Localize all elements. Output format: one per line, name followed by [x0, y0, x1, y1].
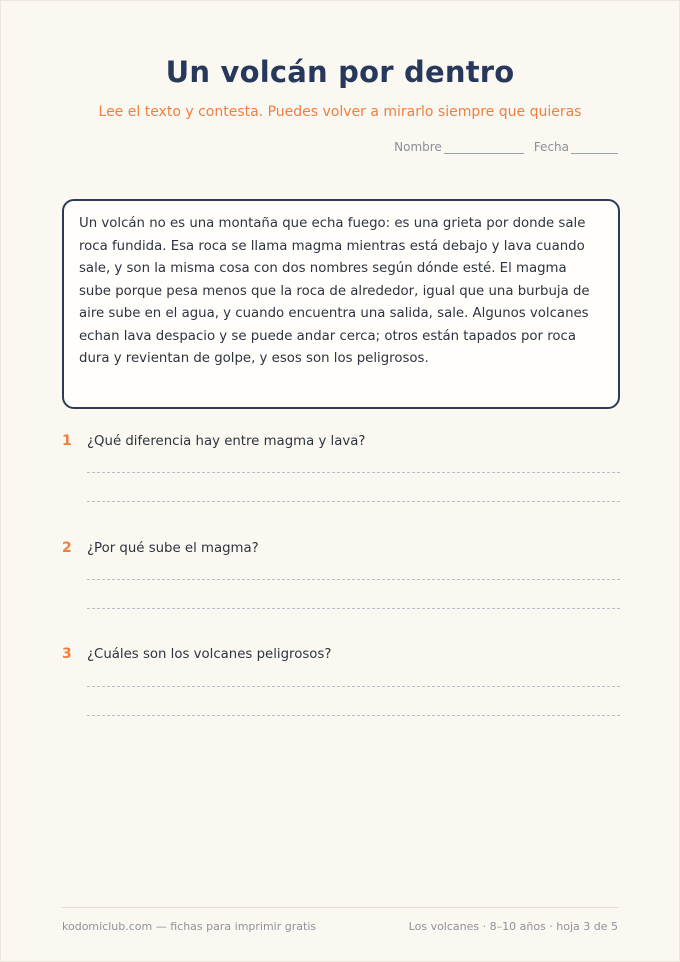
- question-number: 1: [62, 433, 72, 449]
- answer-line[interactable]: [87, 715, 620, 716]
- page-title: Un volcán por dentro: [165, 55, 515, 89]
- question-number: 3: [62, 646, 72, 662]
- date-label: Fecha: [533, 140, 569, 154]
- footer-divider: [62, 907, 618, 908]
- footer-site: kodomiclub.com — fichas para imprimir gratis: [62, 920, 317, 933]
- answer-line[interactable]: [87, 686, 620, 687]
- reading-box: [62, 199, 620, 409]
- name-label: Nombre: [394, 140, 442, 154]
- question-line: [62, 646, 620, 662]
- question-text: ¿Por qué sube el magma?: [87, 541, 259, 556]
- question-1: [62, 433, 620, 449]
- answer-line[interactable]: [87, 472, 620, 473]
- name-field: [394, 140, 524, 154]
- question-text: ¿Qué diferencia hay entre magma y lava?: [87, 434, 366, 449]
- answer-line[interactable]: [87, 608, 620, 609]
- question-3: [62, 646, 620, 662]
- question-line: [62, 433, 620, 449]
- date-blank: [571, 143, 618, 154]
- reading-text: Un volcán no es una montaña que echa fuego: es una grieta por donde sale roca fundida. Esa roca se llama magma mientras está debajo y lava cuando sale, y son la misma cosa con dos nombres según dónde esté. El magma sube porque pesa menos que la roca de alrededor, igual que una burbuja de aire sube en el agua, y cuando encuentra una salida, sale. Algunos volcanes echan lava despacio y se puede andar cerca; otros están tapados por roca dura y revientan de golpe, y esos son los peligrosos.: [79, 216, 590, 366]
- question-text: ¿Cuáles son los volcanes peligrosos?: [87, 647, 332, 662]
- page-subtitle: Lee el texto y contesta. Puedes volver a mirarlo siempre que quieras: [98, 104, 582, 120]
- date-field: [534, 140, 618, 154]
- answer-line[interactable]: [87, 579, 620, 580]
- footer-sheet-info: Los volcanes · 8–10 años · hoja 3 de 5: [408, 920, 618, 933]
- student-info: [394, 140, 618, 154]
- question-line: [62, 540, 620, 556]
- question-number: 2: [62, 540, 72, 556]
- answer-line[interactable]: [87, 501, 620, 502]
- question-2: [62, 540, 620, 556]
- name-blank: [444, 143, 524, 154]
